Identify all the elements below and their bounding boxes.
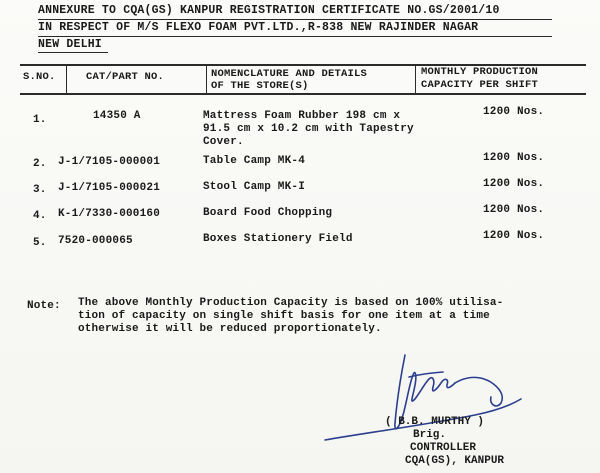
signatory-rank: Brig. — [413, 429, 447, 441]
note-line-3: otherwise it will be reduced proportionately. — [78, 323, 382, 335]
row-4-desc: Board Food Chopping — [203, 207, 333, 219]
col-header-cat: CAT/PART NO. — [86, 71, 165, 83]
row-3-capacity: 1200 Nos. — [483, 178, 545, 190]
row-1-sno: 1. — [33, 114, 47, 126]
header-underline-2 — [38, 36, 552, 37]
row-4-sno: 4. — [33, 210, 47, 222]
note-line-2: tion of capacity on single shift basis for one item at a time — [78, 310, 490, 322]
col-header-nomenclature-2: OF THE STORE(S) — [211, 80, 309, 92]
row-5-cat: 7520-000065 — [58, 235, 133, 247]
col-header-sno: S.NO. — [23, 71, 56, 83]
row-1-desc-2: 91.5 cm x 10.2 cm with Tapestry — [203, 123, 414, 135]
note-label: Note: — [27, 300, 61, 312]
row-1-capacity: 1200 Nos. — [483, 106, 545, 118]
table-header-bottom-rule — [20, 93, 586, 95]
row-1-desc-3: Cover. — [203, 136, 244, 148]
col-header-capacity-2: CAPACITY PER SHIFT — [421, 79, 539, 91]
signatory-office: CQA(GS), KANPUR — [405, 455, 505, 467]
header-line-3: NEW DELHI — [38, 38, 102, 51]
row-4-capacity: 1200 Nos. — [483, 204, 545, 216]
col-header-nomenclature-1: NOMENCLATURE AND DETAILS — [211, 68, 368, 80]
col-divider-1 — [66, 64, 67, 95]
row-3-sno: 3. — [33, 184, 47, 196]
row-5-desc: Boxes Stationery Field — [203, 233, 353, 245]
row-2-desc: Table Camp MK-4 — [203, 155, 306, 167]
row-2-cat: J-1/7105-000001 — [58, 156, 161, 168]
note-line-1: The above Monthly Production Capacity is based on 100% utilisa- — [78, 297, 504, 309]
header-underline-1 — [38, 19, 552, 20]
signatory-name: ( B.B. MURTHY ) — [385, 416, 485, 428]
signatory-title: CONTROLLER — [410, 442, 477, 454]
row-3-cat: J-1/7105-000021 — [58, 182, 161, 194]
row-3-desc: Stool Camp MK-I — [203, 181, 306, 193]
row-2-sno: 2. — [33, 158, 47, 170]
row-2-capacity: 1200 Nos. — [483, 152, 545, 164]
col-divider-3 — [415, 64, 416, 95]
header-line-1: ANNEXURE TO CQA(GS) KANPUR REGISTRATION CERTIFICATE NO.GS/2001/10 — [38, 4, 500, 17]
header-underline-3 — [38, 52, 108, 53]
col-divider-2 — [206, 64, 207, 95]
row-1-desc-1: Mattress Foam Rubber 198 cm x — [203, 110, 401, 122]
row-4-cat: K-1/7330-000160 — [58, 208, 161, 220]
row-5-sno: 5. — [33, 237, 47, 249]
col-header-capacity-1: MONTHLY PRODUCTION — [421, 66, 539, 78]
row-1-cat: 14350 A — [93, 110, 141, 122]
row-5-capacity: 1200 Nos. — [483, 230, 545, 242]
header-line-2: IN RESPECT OF M/S FLEXO FOAM PVT.LTD.,R-838 NEW RAJINDER NAGAR — [38, 21, 479, 34]
